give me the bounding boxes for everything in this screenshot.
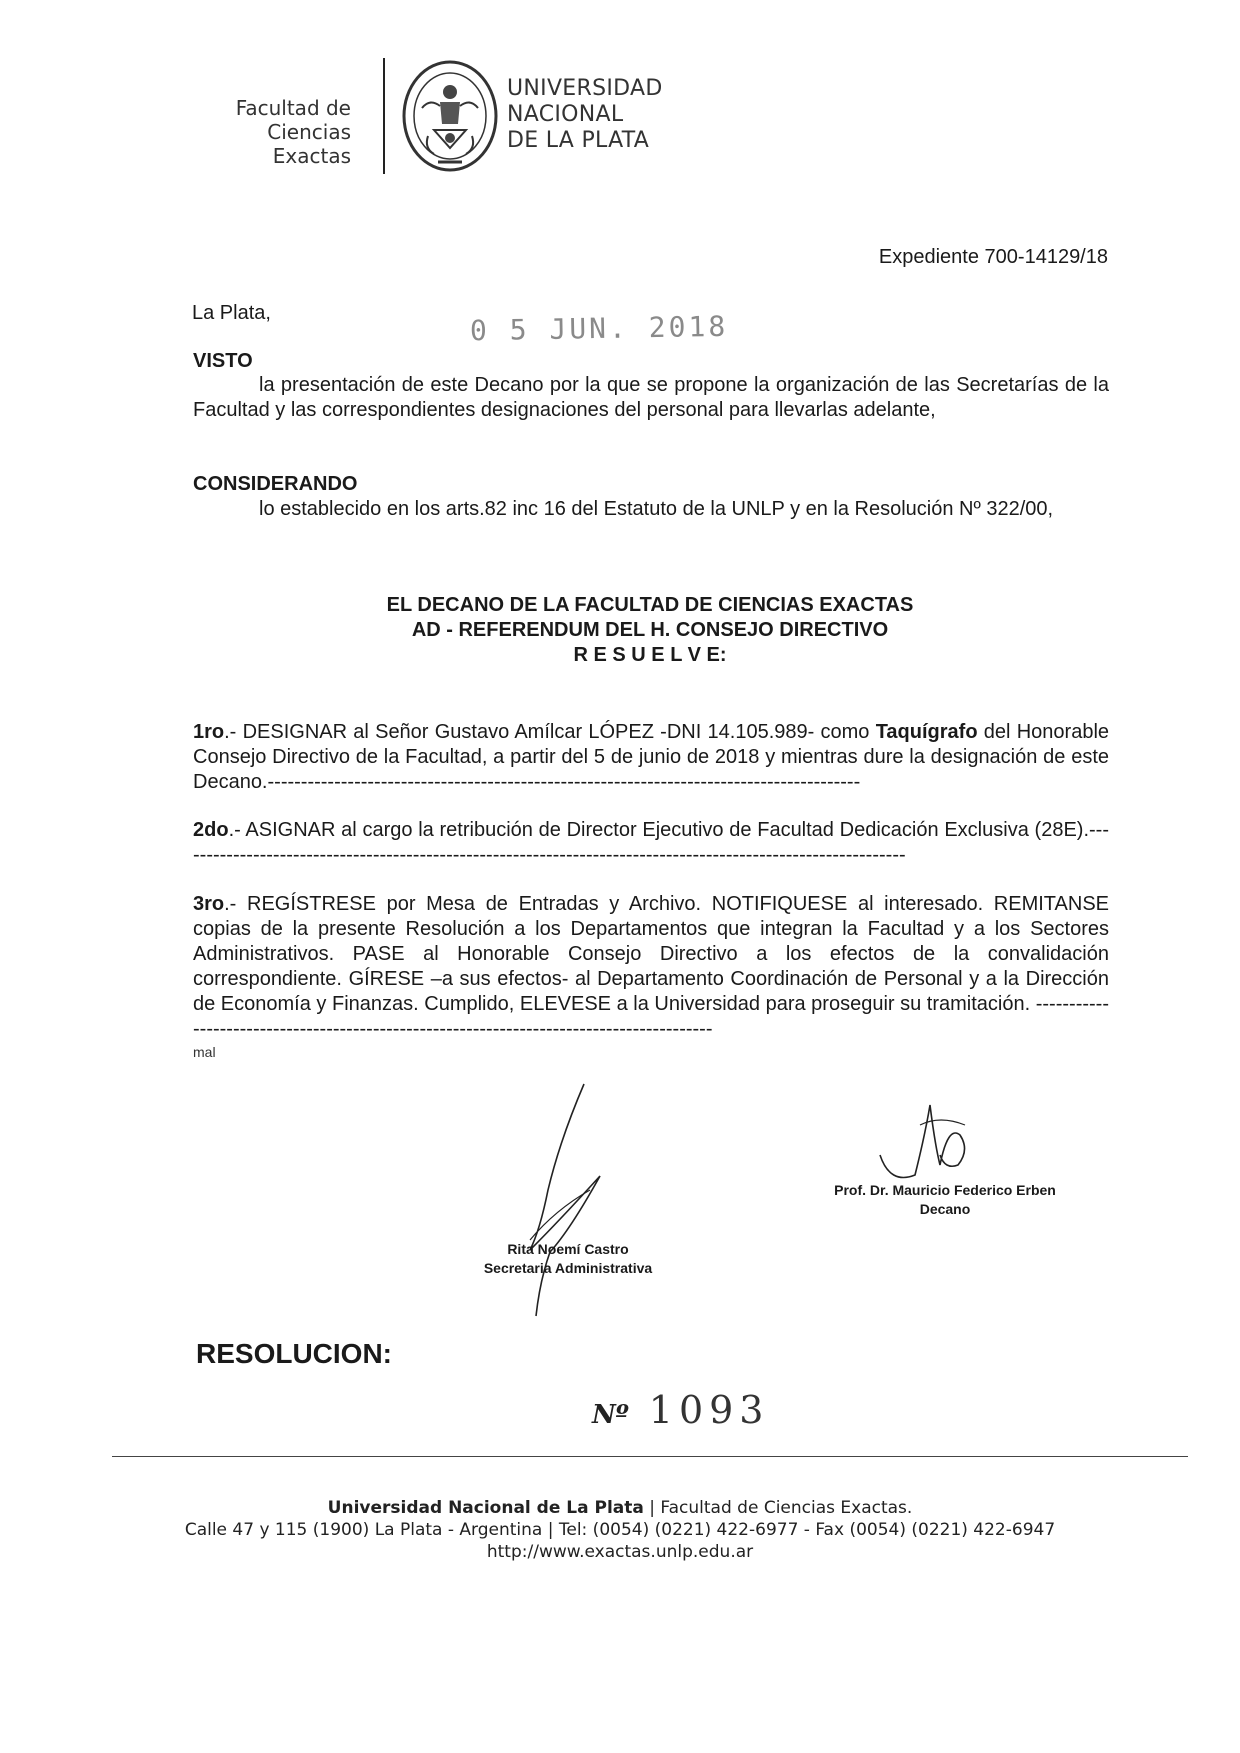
university-name-line3: DE LA PLATA	[507, 128, 650, 153]
footer-org-name: Universidad Nacional de La Plata	[327, 1498, 644, 1518]
considerando-text: lo establecido en los arts.82 inc 16 del Estatuto de la UNLP y en la Resolución Nº 322/00,	[259, 498, 1054, 520]
footer-org-faculty: | Facultad de Ciencias Exactas.	[649, 1498, 913, 1518]
typist-initials: mal	[193, 1044, 216, 1060]
article-2-number: 2do	[193, 819, 229, 841]
article-1-text-after: del Honorable Consejo Directivo de la Facultad, a partir del 5 de junio de 2018 y mientras dure la designación de este Decano.-----------------------------------------------------------------------------------------	[193, 721, 1110, 793]
expediente-number: Expediente 700-14129/18	[878, 246, 1108, 268]
dean-signature-icon	[870, 1095, 980, 1195]
resolution-label: RESOLUCION:	[196, 1338, 392, 1369]
date-stamp: 0 5 JUN. 2018	[469, 309, 729, 348]
article-1	[193, 720, 1109, 795]
article-3-text: .- REGÍSTRESE por Mesa de Entradas y Archivo. NOTIFIQUESE al interesado. REMITANSE copias de la presente Resolución a los Departamentos que integran la Facultad y a los Sectores Administrativos. PASE al Honorable Consejo Directivo a los efectos de la convalidación correspondiente. GÍRESE –a sus efectos- al Departamento Coordinación de Personal y a la Dirección de Economía y Finanzas. Cumplido, ELEVESE a la Universidad para proseguir su tramitación. -----------------------------------------------------------------------------------------	[193, 893, 1109, 1040]
university-name-line1: UNIVERSIDAD	[507, 76, 663, 101]
footer-url[interactable]: http://www.exactas.unlp.edu.ar	[486, 1542, 754, 1562]
visto-heading: VISTO	[193, 350, 253, 372]
dean-signature-block	[815, 1181, 1075, 1219]
secretary-signature-block	[448, 1240, 688, 1278]
resolution-number: 1093	[648, 1388, 770, 1432]
resolves-line1: EL DECANO DE LA FACULTAD DE CIENCIAS EXACTAS	[386, 594, 914, 616]
faculty-name-line1: Facultad de	[235, 96, 351, 120]
faculty-name	[195, 96, 351, 168]
faculty-name-line2: Ciencias Exactas	[267, 120, 351, 168]
resolution-number-stamp	[592, 1388, 769, 1432]
footer-address: Calle 47 y 115 (1900) La Plata - Argentina | Tel: (0054) (0221) 422-6977 - Fax (0054) (0221) 422-6947	[184, 1520, 1056, 1540]
place-label: La Plata,	[192, 302, 271, 324]
article-1-text-before: .- DESIGNAR al Señor Gustavo Amílcar LÓPEZ -DNI 14.105.989- como	[224, 721, 876, 743]
resolves-heading	[250, 593, 1050, 668]
dean-name: Prof. Dr. Mauricio Federico Erben	[834, 1182, 1056, 1198]
footer-org	[150, 1497, 1090, 1519]
secretary-title: Secretaria Administrativa	[483, 1260, 653, 1276]
dean-title: Decano	[919, 1201, 971, 1217]
university-name	[507, 76, 663, 154]
article-1-text-bold: Taquígrafo	[875, 721, 978, 743]
resolves-line2: AD - REFERENDUM DEL H. CONSEJO DIRECTIVO	[411, 619, 889, 641]
secretary-name: Rita Noemí Castro	[507, 1241, 629, 1257]
considerando-heading: CONSIDERANDO	[193, 473, 358, 495]
university-name-line2: NACIONAL	[507, 102, 624, 127]
secretary-signature-icon	[500, 1080, 620, 1320]
resolution-prefix: Nº	[592, 1400, 629, 1430]
article-2-text: .- ASIGNAR al cargo la retribución de Director Ejecutivo de Facultad Dedicación Exclusiva (28E).--------------------------------------------------------------------------------------------------------------	[193, 819, 1109, 866]
article-1-number: 1ro	[193, 721, 225, 743]
article-3	[193, 892, 1109, 1042]
footer	[150, 1497, 1090, 1563]
header-divider	[383, 58, 385, 174]
footer-divider	[112, 1456, 1188, 1457]
university-seal-icon	[400, 58, 500, 176]
article-3-number: 3ro	[193, 893, 225, 915]
resolves-line3: R E S U E L V E:	[573, 644, 727, 666]
visto-text: la presentación de este Decano por la que se propone la organización de las Secretarías de la Facultad y las correspondientes designaciones del personal para llevarlas adelante,	[193, 374, 1109, 421]
article-2	[193, 818, 1109, 868]
